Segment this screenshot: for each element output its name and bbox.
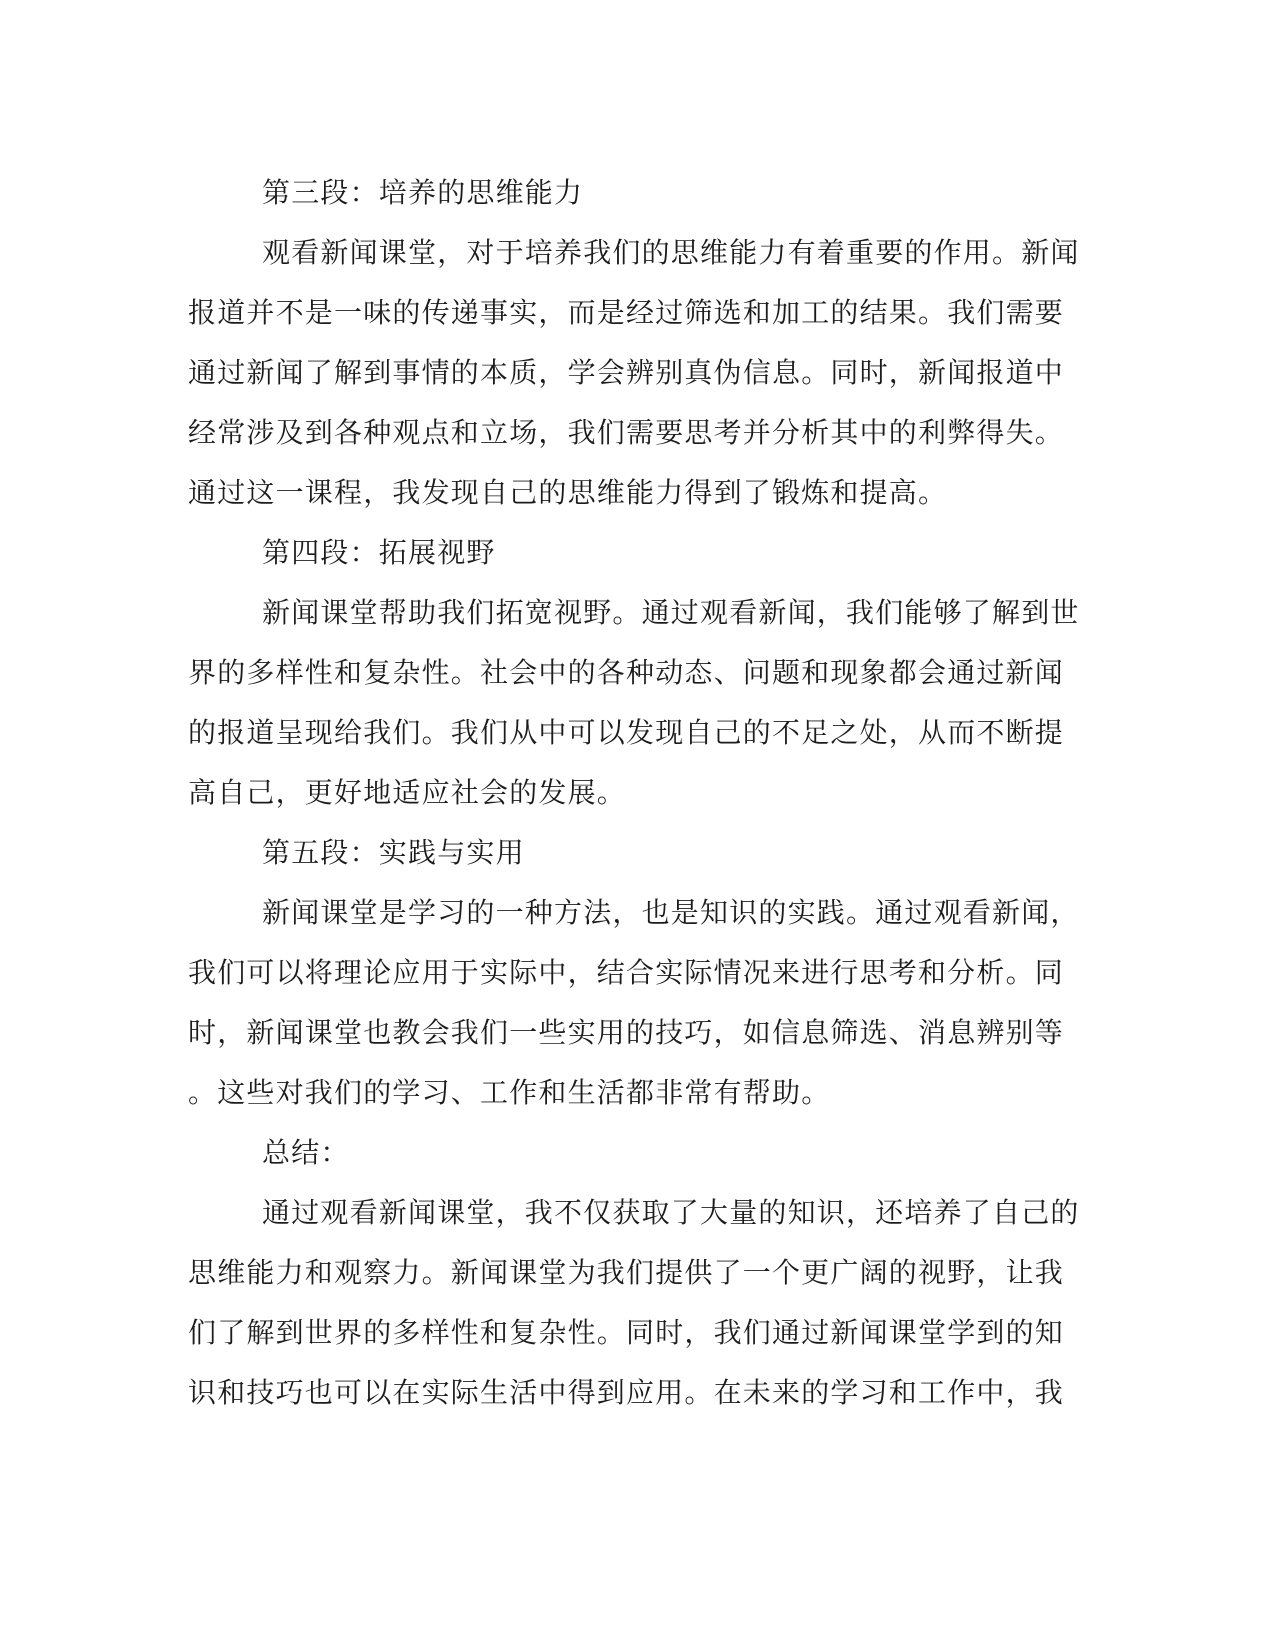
paragraph-line: 通过这一课程，我发现自己的思维能力得到了锻炼和提高。 (188, 476, 948, 509)
document-body (188, 163, 1080, 1423)
paragraph-line: 。这些对我们的学习、工作和生活都非常有帮助。 (188, 1076, 831, 1109)
paragraph-line: 的报道呈现给我们。我们从中可以发现自己的不足之处，从而不断提 (188, 716, 1065, 749)
paragraph-line: 报道并不是一味的传递事实，而是经过筛选和加工的结果。我们需要 (188, 296, 1065, 329)
paragraph-line: 界的多样性和复杂性。社会中的各种动态、问题和现象都会通过新闻 (188, 656, 1065, 689)
section-heading: 第三段：培养的思维能力 (262, 176, 584, 209)
paragraph-line: 经常涉及到各种观点和立场，我们需要思考并分析其中的利弊得失。 (188, 416, 1065, 449)
paragraph-line: 新闻课堂是学习的一种方法，也是知识的实践。通过观看新闻， (262, 896, 1080, 929)
section-heading: 第五段：实践与实用 (262, 836, 525, 869)
paragraph-line: 时，新闻课堂也教会我们一些实用的技巧，如信息筛选、消息辨别等 (188, 1016, 1065, 1049)
paragraph-line: 高自己，更好地适应社会的发展。 (188, 776, 627, 809)
paragraph-line: 新闻课堂帮助我们拓宽视野。通过观看新闻，我们能够了解到世 (262, 596, 1080, 629)
paragraph-line: 通过观看新闻课堂，我不仅获取了大量的知识，还培养了自己的 (262, 1196, 1080, 1229)
paragraph-line: 观看新闻课堂，对于培养我们的思维能力有着重要的作用。新闻 (262, 236, 1080, 269)
paragraph-line: 识和技巧也可以在实际生活中得到应用。在未来的学习和工作中，我 (188, 1376, 1065, 1409)
paragraph-line: 们了解到世界的多样性和复杂性。同时，我们通过新闻课堂学到的知 (188, 1316, 1065, 1349)
section-heading: 总结： (262, 1136, 350, 1169)
paragraph-line: 通过新闻了解到事情的本质，学会辨别真伪信息。同时，新闻报道中 (188, 356, 1065, 389)
paragraph-line: 思维能力和观察力。新闻课堂为我们提供了一个更广阔的视野，让我 (188, 1256, 1065, 1289)
section-heading: 第四段：拓展视野 (262, 536, 496, 569)
paragraph-line: 我们可以将理论应用于实际中，结合实际情况来进行思考和分析。同 (188, 956, 1065, 989)
